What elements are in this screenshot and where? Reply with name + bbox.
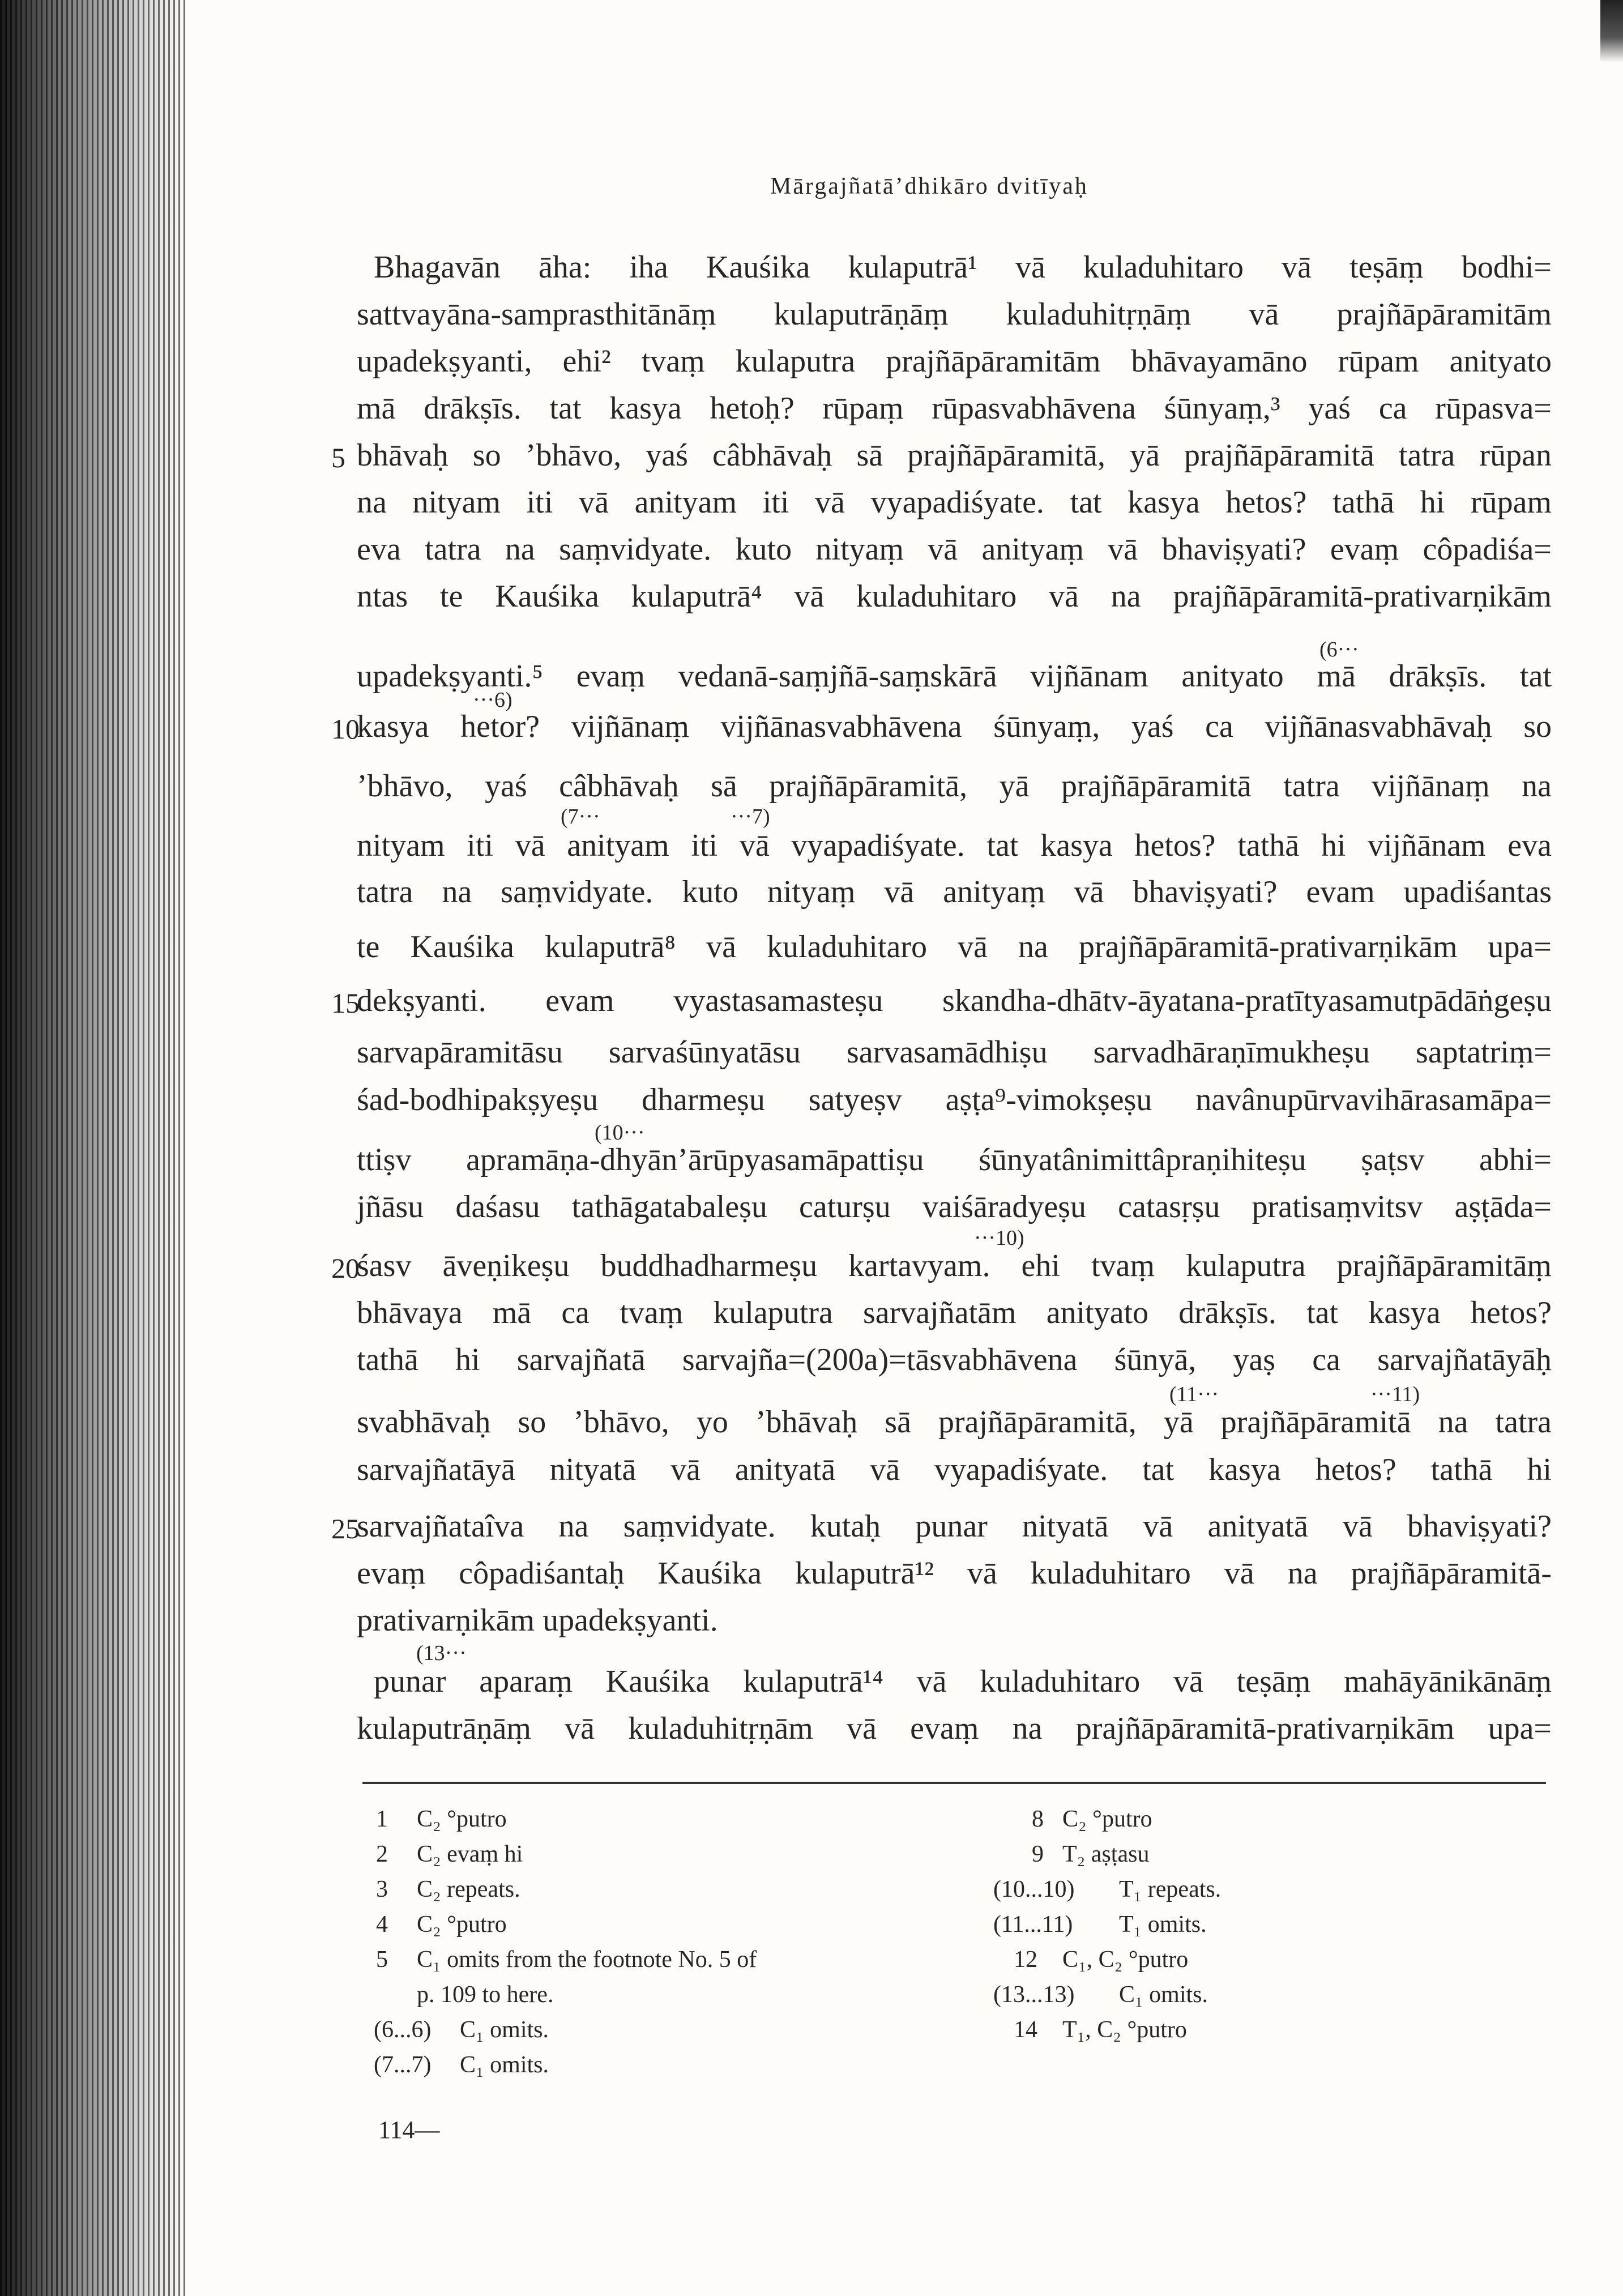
footnote-text: C₂ repeats.	[417, 1876, 520, 1902]
text-line-21: bhāvaya mā ca tvaṃ kulaputra sarvajñatām anityato drākṣīs. tat kasya hetos?	[357, 1295, 1552, 1330]
annotation-marker: (10···	[595, 1121, 645, 1145]
footnote-text: C₁ omits.	[1119, 1982, 1208, 2008]
text-line-18: ttiṣv apramāṇa-dhyān’ārūpyasamāpattiṣu śūnyatânimittâpraṇihiteṣu ṣaṭsv abhi=	[357, 1142, 1552, 1177]
annotation-marker: ···7)	[731, 805, 770, 829]
text-line-27: prativarṇikām upadekṣyanti.	[357, 1603, 718, 1638]
footnote-text: C₂ °putro	[1062, 1806, 1152, 1832]
footnote-number: (13...13)	[993, 1982, 1075, 2008]
text-line-20: śasv āveṇikeṣu buddhadharmeṣu kartavyam. ehi tvaṃ kulaputra prajñāpāramitāṃ	[357, 1248, 1552, 1283]
footnote-text: C₂ evaṃ hi	[417, 1841, 523, 1867]
line-number: 5	[331, 442, 345, 473]
annotation-marker: (13···	[416, 1641, 467, 1665]
annotation-marker: ···6)	[473, 688, 512, 712]
footnote-number: 3	[376, 1876, 388, 1902]
text-line-6: na nityam iti vā anityam iti vā vyapadiśyate. tat kasya hetos? tathā hi rūpam	[357, 485, 1552, 520]
annotation-marker: ···10)	[974, 1226, 1024, 1250]
scanned-page-edge	[0, 0, 187, 2296]
text-line-24: sarvajñatāyā nityatā vā anityatā vā vyapadiśyate. tat kasya hetos? tathā hi	[357, 1452, 1552, 1487]
footnote-text: C₁ omits.	[460, 2052, 549, 2078]
text-line-19: jñāsu daśasu tathāgatabaleṣu caturṣu vaiśāradyeṣu catasṛṣu pratisaṃvitsv aṣṭāda=	[357, 1189, 1552, 1224]
text-line-2: sattvayāna-samprasthitānāṃ kulaputrāṇāṃ kuladuhitṛṇāṃ vā prajñāpāramitām	[357, 297, 1552, 332]
text-line-12: nityam iti vā anityam iti vā vyapadiśyate. tat kasya hetos? tathā hi vijñānam eva	[357, 828, 1552, 863]
scan-corner-mark	[1600, 0, 1623, 62]
page-number: 114—	[378, 2116, 440, 2144]
text-line-17: śad-bodhipakṣyeṣu dharmeṣu satyeṣv aṣṭa⁹-vimokṣeṣu navânupūrvavihārasamāpa=	[357, 1082, 1552, 1117]
text-line-10: kasya hetor? vijñānaṃ vijñānasvabhāvena śūnyaṃ, yaś ca vijñānasvabhāvaḥ so	[357, 709, 1552, 744]
text-line-29: kulaputrāṇāṃ vā kuladuhitṛṇām vā evaṃ na prajñāpāramitā-prativarṇikām upa=	[357, 1711, 1552, 1746]
text-line-4: mā drākṣīs. tat kasya hetoḥ? rūpaṃ rūpasvabhāvena śūnyaṃ,³ yaś ca rūpasva=	[357, 391, 1552, 426]
line-number: 10	[331, 713, 360, 745]
text-line-1: Bhagavān āha: iha Kauśika kulaputrā¹ vā kuladuhitaro vā teṣāṃ bodhi=	[374, 250, 1552, 285]
footnote-text: C₁ omits.	[460, 2017, 549, 2043]
footnote-number: 8	[1032, 1806, 1044, 1832]
text-line-16: sarvapāramitāsu sarvaśūnyatāsu sarvasamādhiṣu sarvadhāraṇīmukheṣu saptatriṃ=	[357, 1035, 1552, 1070]
text-line-26: evaṃ côpadiśantaḥ Kauśika kulaputrā¹² vā kuladuhitaro vā na prajñāpāramitā-	[357, 1556, 1552, 1591]
footnote-text: C₁, C₂ °putro	[1062, 1947, 1189, 1973]
line-number: 25	[331, 1513, 360, 1544]
text-line-8: ntas te Kauśika kulaputrā⁴ vā kuladuhitaro vā na prajñāpāramitā-prativarṇikām	[357, 579, 1552, 614]
footnote-number: (11...11)	[993, 1911, 1073, 1937]
line-number: 20	[331, 1252, 360, 1284]
annotation-marker: ···11)	[1370, 1382, 1420, 1406]
footnote-number: 5	[376, 1947, 388, 1973]
annotation-marker: (6···	[1319, 638, 1359, 662]
footnote-rule	[362, 1782, 1546, 1784]
footnote-text: p. 109 to here.	[417, 1982, 554, 2008]
footnote-number: 14	[1014, 2017, 1037, 2043]
footnote-text: C₂ °putro	[417, 1911, 507, 1937]
footnote-text: T₁, C₂ °putro	[1062, 2017, 1187, 2043]
footnote-number: (6...6)	[374, 2017, 432, 2043]
running-head: Mārgajñatā’dhikāro dvitīyaḥ	[770, 173, 1088, 199]
footnote-number: (10...10)	[993, 1876, 1075, 1902]
text-line-14: te Kauśika kulaputrā⁸ vā kuladuhitaro vā na prajñāpāramitā-prativarṇikām upa=	[357, 929, 1552, 965]
annotation-marker: (11···	[1169, 1382, 1219, 1406]
footnote-number: 9	[1032, 1841, 1044, 1867]
text-line-11: ’bhāvo, yaś câbhāvaḥ sā prajñāpāramitā, yā prajñāpāramitā tatra vijñānaṃ na	[357, 769, 1552, 804]
footnote-number: 2	[376, 1841, 388, 1867]
text-line-28: punar aparaṃ Kauśika kulaputrā¹⁴ vā kuladuhitaro vā teṣāṃ mahāyānikānāṃ	[374, 1664, 1552, 1699]
text-line-25: sarvajñataîva na saṃvidyate. kutaḥ punar nityatā vā anityatā vā bhaviṣyati?	[357, 1509, 1552, 1544]
footnote-text: T₁ repeats.	[1119, 1876, 1221, 1902]
footnote-text: T₂ aṣṭasu	[1062, 1841, 1150, 1867]
footnote-text: C₁ omits from the footnote No. 5 of	[417, 1947, 757, 1973]
text-line-15: dekṣyanti. evam vyastasamasteṣu skandha-dhātv-āyatana-pratītyasamutpādāṅgeṣu	[357, 983, 1552, 1018]
line-number: 15	[331, 987, 360, 1019]
footnote-number: 12	[1014, 1947, 1037, 1973]
footnote-number: 1	[376, 1806, 388, 1832]
footnote-text: T₁ omits.	[1119, 1911, 1207, 1937]
annotation-marker: (7···	[561, 805, 600, 829]
text-line-7: eva tatra na saṃvidyate. kuto nityaṃ vā anityaṃ vā bhaviṣyati? evaṃ côpadiśa=	[357, 532, 1552, 567]
text-line-3: upadekṣyanti, ehi² tvaṃ kulaputra prajñāpāramitām bhāvayamāno rūpam anityato	[357, 344, 1552, 379]
footnote-number: 4	[376, 1911, 388, 1937]
footnote-number: (7...7)	[374, 2052, 432, 2078]
text-line-22: tathā hi sarvajñatā sarvajña=(200a)=tāsvabhāvena śūnyā, yaṣ ca sarvajñatāyāḥ	[357, 1342, 1552, 1377]
text-line-5: bhāvaḥ so ’bhāvo, yaś câbhāvaḥ sā prajñāpāramitā, yā prajñāpāramitā tatra rūpan	[357, 438, 1552, 473]
text-line-9: upadekṣyanti.⁵ evaṃ vedanā-saṃjñā-saṃskārā vijñānam anityato mā drākṣīs. tat	[357, 659, 1552, 694]
text-line-13: tatra na saṃvidyate. kuto nityaṃ vā anityaṃ vā bhaviṣyati? evam upadiśantas	[357, 874, 1552, 910]
footnote-text: C₂ °putro	[417, 1806, 507, 1832]
text-line-23: svabhāvaḥ so ’bhāvo, yo ’bhāvaḥ sā prajñāpāramitā, yā prajñāpāramitā na tatra	[357, 1405, 1552, 1440]
